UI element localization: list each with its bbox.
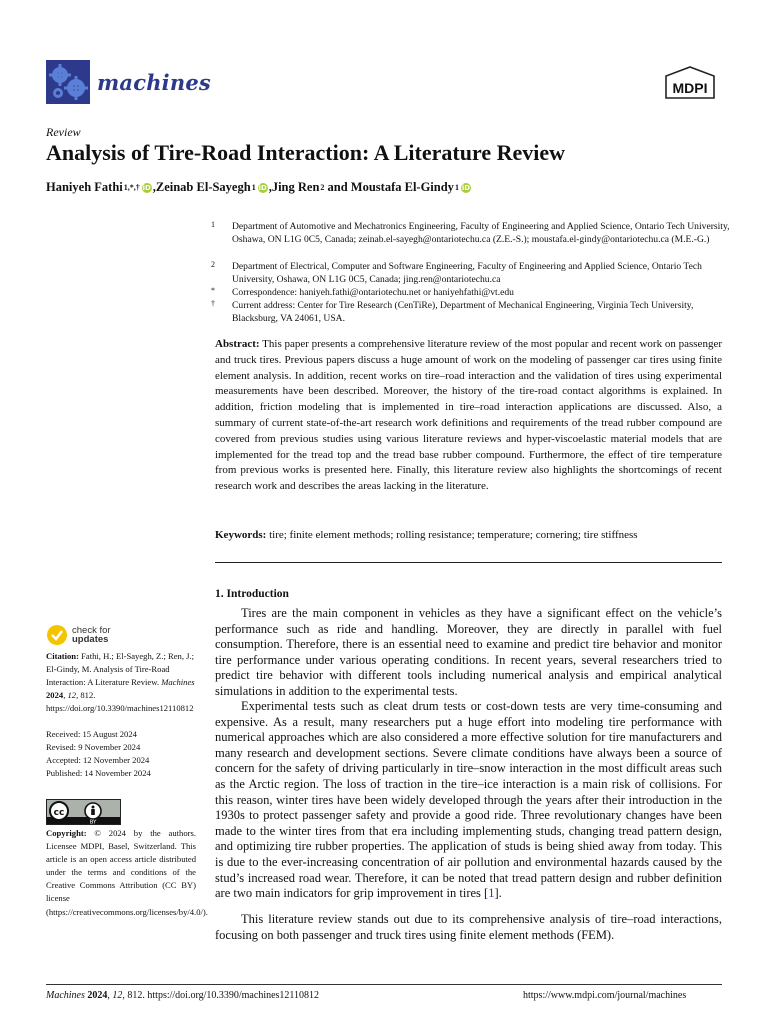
cc-by-license-badge[interactable] (46, 799, 121, 825)
section-heading: 1. Introduction (215, 588, 289, 600)
author-affil-sup: 1 (251, 183, 256, 192)
journal-name: machines (97, 69, 211, 95)
svg-text:cc: cc (53, 808, 65, 818)
author-affil-sup: 1,*,† (123, 183, 140, 192)
citation-text: Fathi, H.; El-Sayegh, Z.; Ren, J.; El-Gindy, M. Analysis of Tire-Road Interaction: A Literature Review. (46, 651, 195, 688)
affiliation-mark: 1 (211, 220, 215, 229)
date-published: Published: 14 November 2024 (46, 768, 151, 779)
citation-label: Citation: (46, 651, 79, 661)
author-separator: , (268, 180, 272, 194)
orcid-icon[interactable]: iD (142, 183, 151, 192)
citation-year: 2024 (46, 690, 64, 701)
author-list (46, 180, 472, 195)
date-accepted: Accepted: 12 November 2024 (46, 755, 150, 766)
paragraph-text: This literature review stands out due to its comprehensive analysis of tire–road interactions, focusing on both passenger and truck tires using finite element methods (FEM). (215, 912, 722, 942)
author-separator: , (152, 180, 156, 194)
copyright-block (46, 827, 208, 919)
cc-by-label: BY (89, 819, 97, 824)
affiliation-mark: 2 (211, 260, 215, 269)
affiliation-mark: * (211, 286, 215, 295)
copyright-label: Copyright: (46, 828, 87, 838)
author-affil-sup: 2 (320, 183, 325, 192)
gears-icon (46, 60, 90, 104)
affiliation-text: Department of Automotive and Mechatronics Engineering, Faculty of Engineering and Applied Science, Ontario Tech University, Oshawa, ON L1G 0C5, Canada; zeinab.el-sayegh@ontariotechu.ca (Z.E.-S.); moustafa.el-gindy@ontariotechu.ca (M.E.-G.) (232, 221, 730, 245)
paragraph (215, 912, 722, 943)
check-for-updates-badge[interactable] (46, 624, 111, 646)
orcid-icon[interactable]: iD (258, 183, 267, 192)
footer-doi[interactable]: , 812. https://doi.org/10.3390/machines12110812 (122, 990, 320, 1001)
keywords-label: Keywords: (215, 529, 267, 541)
check-updates-line2: updates (72, 634, 109, 645)
correspondence (211, 286, 730, 299)
article-type: Review (46, 125, 81, 139)
dates-block (46, 728, 196, 780)
citation-volume: 12 (67, 690, 77, 701)
abstract-text: This paper presents a comprehensive literature review of the most popular and recent work on passenger and truck tires. Previous papers discuss a huge amount of work on the modeling of passenger car tires using finite element analysis. In addition, recent works on tire–road interaction and the validation of tires using experimental measurements have been described. Moreover, the history of the tire-road contact algorithms is explained. In addition, friction modeling that is implemented in tire–road interaction applications are discussed. Also, a summary of current state-of-the-art research work definitions and requirements of the tread rubber compound are covered from previous studies using various literature reviews and hyper-viscoelastic material models that are implemented for the tread top and the tread base rubber compound. Furthermore, the effect of tire temperature from previous works is presented here. Finally, this literature review also highlights the shortcomings of recent research work and describes the areas lacking in the literature. (215, 338, 722, 493)
footer-citation: Machines 2024, 12, 812. https://doi.org/10.3390/machines12110812 (46, 990, 320, 1001)
footer-journal: Machines (46, 990, 85, 1001)
footer-year: 2024 (87, 990, 108, 1001)
author-name[interactable]: Haniyeh Fathi (46, 180, 123, 194)
check-updates-icon (46, 624, 68, 646)
copyright-text: © 2024 by the authors. Licensee MDPI, Basel, Switzerland. This article is an open access article distributed under the terms and conditions of the Creative Commons Attribution (CC BY) license (https://creativecommons.org/licenses/by/4.0/). (46, 828, 208, 917)
paragraph-text: Tires are the main component in vehicles as they have a significant effect on the vehicle’s performance such as ride and handling. Moreover, they are directly in parallel with fuel consumption. Therefore, there is an essential need to examine and predict tire behavior and monitor tire performance under various operating conditions. In recent years, several researchers tried to predict tire behavior with different tools including numerical analysis and empirical analytical simulations in addition to the experimental tests. (215, 606, 722, 698)
orcid-icon[interactable]: iD (461, 183, 471, 192)
affiliation-mark: † (211, 299, 215, 308)
citation-block: Citation: Fathi, H.; El-Sayegh, Z.; Ren, J.; El-Gindy, M. Analysis of Tire-Road Interaction: A Literature Review. Machines 2024, 12, 812. https://doi.org/10.3390/machines12110812 (46, 651, 195, 714)
author-affil-sup: 1 (454, 183, 459, 192)
journal-logo (46, 60, 211, 104)
citation-link[interactable]: 1 (488, 886, 495, 901)
paragraph (215, 699, 722, 902)
paragraph (215, 606, 722, 700)
paragraph-text: ]. (494, 886, 502, 901)
date-received: Received: 15 August 2024 (46, 729, 137, 739)
date-revised: Revised: 9 November 2024 (46, 742, 141, 753)
keywords (215, 528, 722, 543)
footer-journal-url[interactable]: https://www.mdpi.com/journal/machines (523, 990, 687, 1001)
affiliation (211, 220, 730, 246)
mdpi-logo (664, 66, 716, 105)
check-updates-line1: check for (72, 625, 111, 636)
abstract (215, 337, 722, 495)
author-separator: and (324, 180, 351, 194)
author-name[interactable]: Zeinab El-Sayegh (155, 180, 251, 194)
footer-divider (46, 984, 722, 985)
author-name[interactable]: Jing Ren (271, 180, 320, 194)
section-divider (215, 562, 722, 563)
current-address (211, 299, 730, 325)
footer-volume: 12 (112, 990, 123, 1001)
affiliation-text: Correspondence: haniyeh.fathi@ontariotechu.net or haniyehfathi@vt.edu (232, 287, 514, 298)
citation-doi[interactable]: , 812. https://doi.org/10.3390/machines12110812 (46, 690, 194, 714)
affiliation-text: Department of Electrical, Computer and Software Engineering, Faculty of Engineering and Applied Science, Ontario Tech University, Oshawa, ON L1G 0C5, Canada; jing.ren@ontariotechu.ca (232, 261, 702, 285)
affiliation (211, 260, 730, 286)
author-name[interactable]: Moustafa El-Gindy (350, 180, 454, 194)
publisher-name: MDPI (672, 80, 708, 96)
citation-journal: Machines (161, 677, 195, 688)
paragraph-text: Experimental tests such as cleat drum tests or cost-down tests are very time-consuming and expensive. As a result, many researchers put a huge effort into modeling tire performance with numerical approaches which are also considered a more effective solution for tire manufacturers and many research and development sections. Severe climate conditions have always been a source of concern for the safety of driving particularly in tire–snow interaction in the most difficult areas such as the Arctic region. The loss of traction in the tire–ice interaction is a main risk of collisions. For this reason, winter tires have been widely developed through the years after their introduction in the 1930s to protect passenger safety and provide a good ride. Three revolutionary changes have been made to the winter tires from that era including implementing studs, changing tread pattern design, and optimizing tire rubber properties. The application of studs is being shied away from today. This is due to the ever-increasing concentration of air pollution and environmental hazards caused by the stud’s increased road wear. Therefore, it can be noted that tread pattern design and rubber definition are two main indicators for grip improvement in tires [ (215, 699, 722, 901)
article-title: Analysis of Tire-Road Interaction: A Literature Review (46, 140, 565, 165)
abstract-label: Abstract: (215, 338, 260, 350)
affiliation-text: Current address: Center for Tire Research (CenTiRe), Department of Mechanical Engineering, Virginia Tech University, Blacksburg, VA 24061, USA. (232, 300, 694, 324)
keywords-text: tire; finite element methods; rolling resistance; temperature; cornering; tire stiffness (269, 529, 638, 541)
